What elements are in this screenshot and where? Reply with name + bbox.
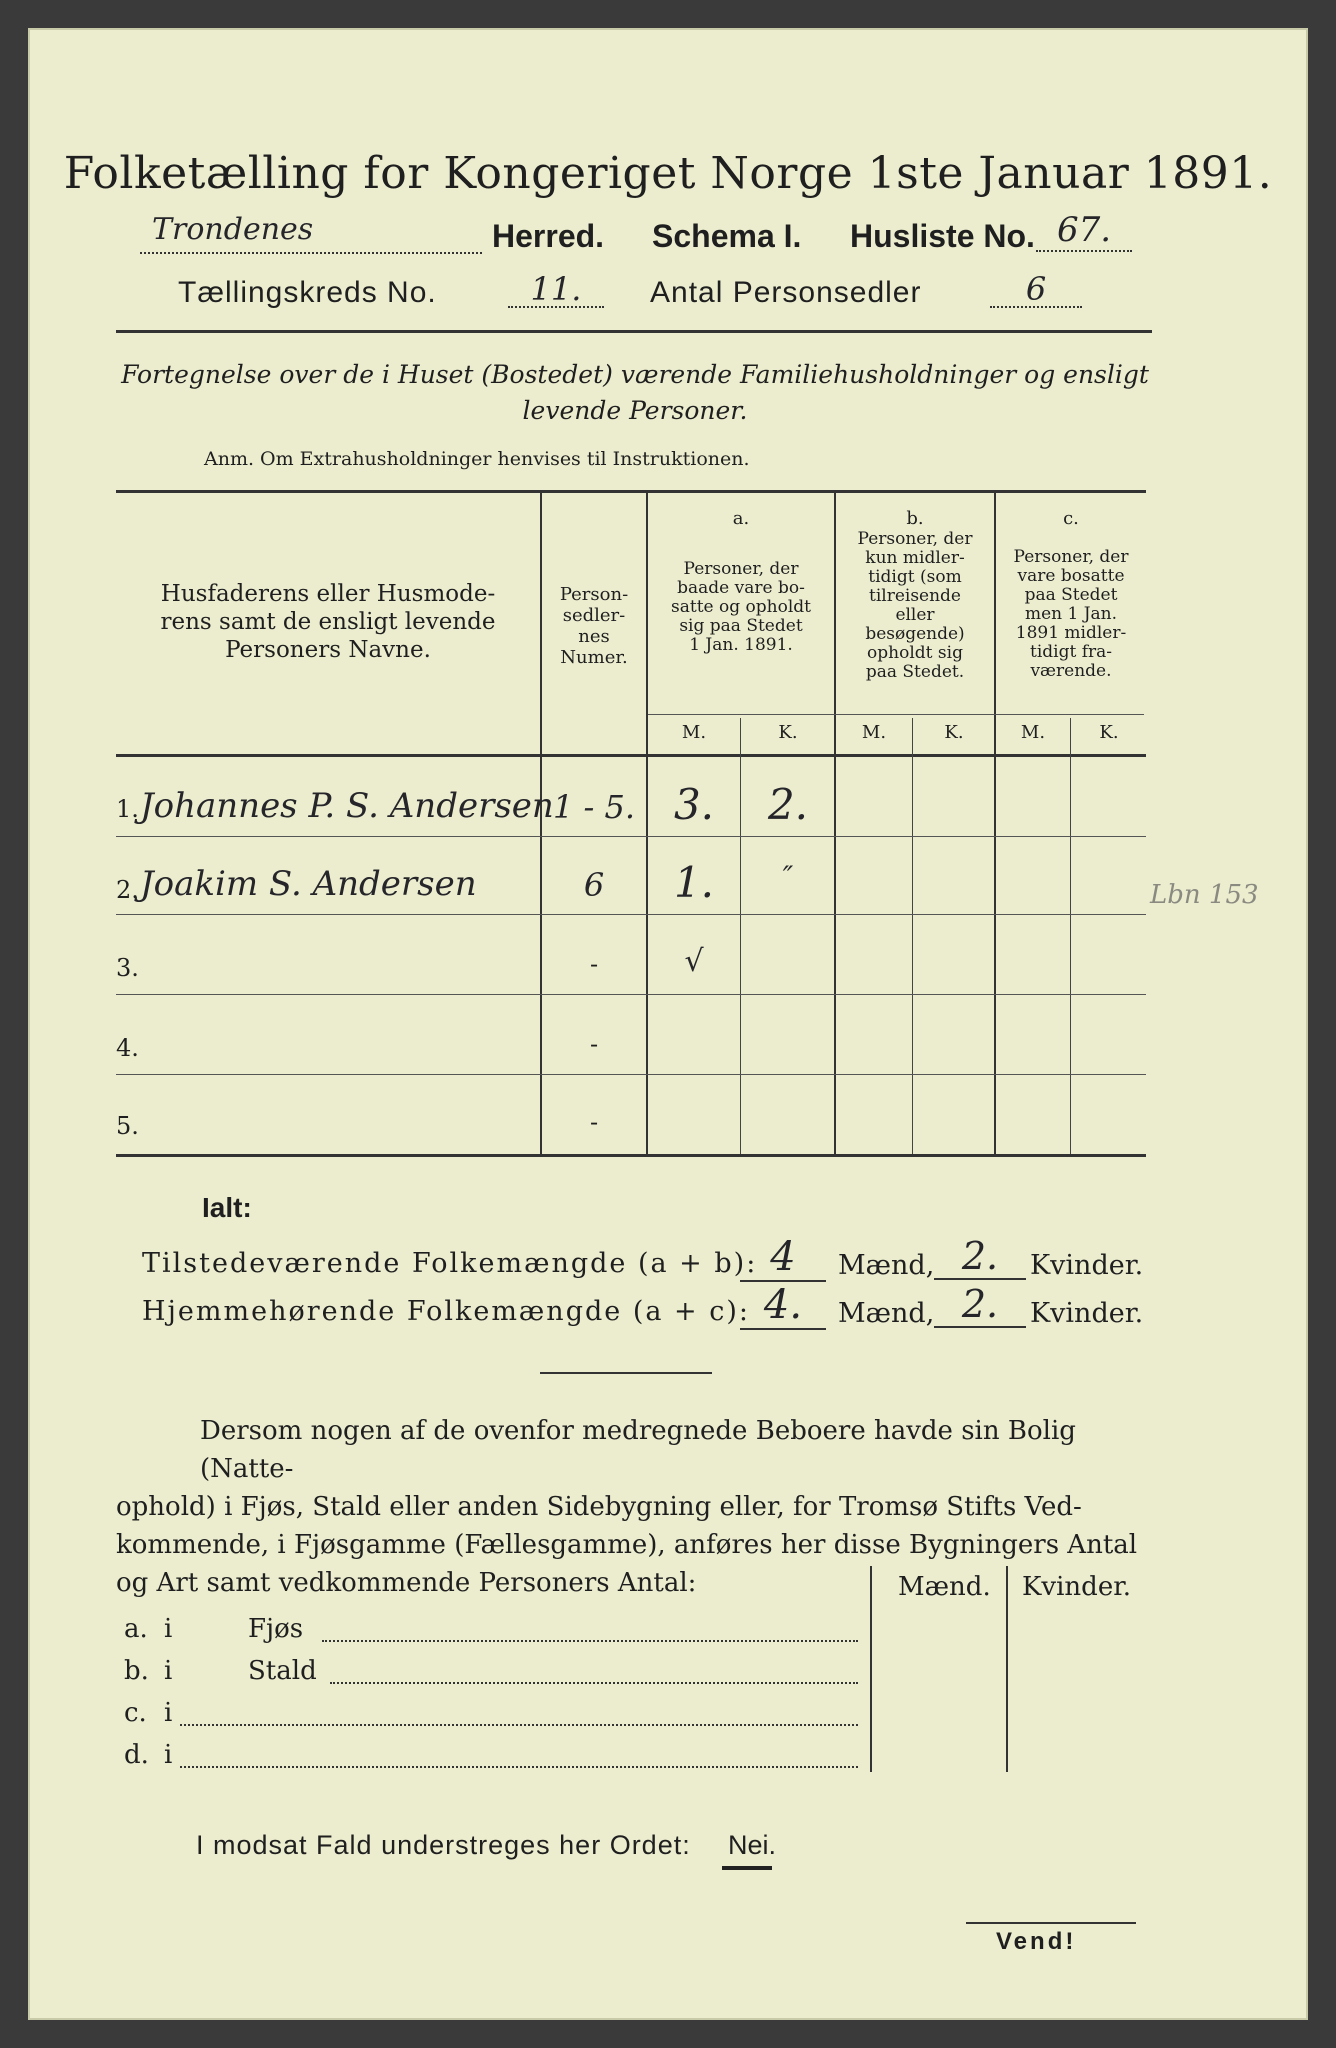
kreds-label: Tællingskreds No. [178,276,437,309]
row-2-name: Joakim S. Andersen [140,864,477,904]
header-divider [116,330,1152,333]
total-resident-men: 4. [740,1282,826,1330]
table-vline-b-mk [912,718,913,1154]
short-divider [540,1372,712,1374]
col-b-m: M. [861,722,887,743]
row-1-num: 1. [116,795,139,823]
nei-underline [722,1866,772,1870]
buildings-vline-1 [870,1566,872,1772]
building-d-dots [180,1746,858,1768]
table-vline-a-mk [740,718,741,1154]
building-b-prep: i [164,1656,173,1686]
personsedler-value: 6 [990,270,1082,308]
row-1-name: Johannes P. S. Andersen [140,786,554,826]
kreds-value: 11. [508,270,604,308]
col-b-letter: b. [906,508,924,529]
intro-line-2: levende Personer. [522,396,748,425]
total-present-label: Tilstedeværende Folkemængde (a + b): [142,1248,758,1279]
col-header-c: Personer, der vare bosatte paa Stedet men 1 Jan. 1891 midler- tidigt fra- værende. [1013,547,1129,681]
row-5-numer: - [589,1108,599,1136]
intro-note: Anm. Om Extrahusholdninger henvises til Instruktionen. [204,448,750,470]
buildings-vline-2 [1006,1566,1008,1772]
col-header-a: Personer, der baade vare bo- satte og opholdt sig paa Stedet 1 Jan. 1891. [671,559,811,655]
schema-label: Schema I. [652,218,802,254]
building-b-dots [330,1662,858,1684]
building-a-label: Fjøs [248,1614,304,1644]
total-present-women: 2. [934,1234,1026,1280]
col-c-k: K. [1099,722,1119,743]
row-sep-4 [116,1074,1146,1075]
husliste-value: 67. [1036,210,1132,252]
building-a-letter: a. [124,1614,148,1644]
col-a-letter: a. [732,508,750,529]
nei-word: Nei. [728,1830,777,1860]
building-b-label: Stald [248,1656,317,1686]
personsedler-label: Antal Personsedler [650,276,922,309]
row-3-numer: - [589,950,599,978]
total-present-men: 4 [740,1234,826,1282]
form-title: Folketælling for Kongeriget Norge 1ste Januar 1891. [63,148,1273,199]
col-header-numer: Person- sedler- nes Numer. [559,584,629,668]
row-sep-1 [116,836,1146,837]
building-c-prep: i [164,1698,173,1728]
row-sep-3 [116,994,1146,995]
intro-line-1: Fortegnelse over de i Huset (Bostedet) værende Familiehusholdninger og ensligt [121,360,1149,389]
building-d-prep: i [164,1740,173,1770]
herred-label: Herred. [492,218,605,254]
husliste-label: Husliste No. [850,218,1035,254]
building-d-letter: d. [124,1740,149,1770]
margin-note: Lbn 153 [1150,880,1259,910]
row-5-num: 5. [116,1112,139,1140]
vend-rule [966,1922,1136,1924]
modsat-text: I modsat Fald understreges her Ordet: [196,1830,691,1860]
row-4-num: 4. [116,1034,139,1062]
building-a-prep: i [164,1614,173,1644]
row-2-numer: 6 [583,866,605,904]
col-c-letter: c. [1063,508,1079,529]
col-a-k: K. [778,722,798,743]
row-1-a-m: 3. [673,780,715,829]
col-b-k: K. [944,722,964,743]
col-a-m: M. [681,722,707,743]
building-a-dots [322,1620,858,1642]
col-header-names: Husfaderens eller Husmode- rens samt de ensligt levende Personers Navne. [160,581,496,663]
row-sep-2 [116,914,1146,915]
row-1-a-k: 2. [767,780,809,829]
total-resident-maend-label: Mænd, [838,1298,935,1329]
buildings-paragraph: Dersom nogen af de ovenfor medregnede Beboere havde sin Bolig (Natte- ophold) i Fjøs, Stald eller anden Sidebygning eller, for Tromsø Stifts Ved- kommende, i Fjøsgamme (Fællesgamme), anføres her disse Bygningers Antal og Art samt vedkommende Personers Antal: [116,1416,1138,1598]
row-2-a-k: ″ [782,860,794,893]
vend-text: Vend! [996,1928,1077,1955]
ialt-label: Ialt: [202,1192,252,1223]
total-resident-label: Hjemmehørende Folkemængde (a + c): [142,1296,750,1327]
table-bottom-rule [116,1154,1146,1157]
table-header-rule [116,754,1146,757]
building-c-dots [180,1704,858,1726]
total-resident-kvinder-label: Kvinder. [1030,1298,1144,1329]
mk-header-rule [648,714,1144,715]
col-c-m: M. [1020,722,1046,743]
herred-value: Trondenes [140,212,482,254]
row-3-a-m: √ [684,944,704,979]
table-top-rule [116,490,1146,493]
buildings-kvinder-header: Kvinder. [1022,1572,1132,1602]
row-4-numer: - [589,1030,599,1058]
building-c-letter: c. [124,1698,147,1728]
building-b-letter: b. [124,1656,149,1686]
row-1-numer: 1 - 5. [552,788,636,826]
total-present-kvinder-label: Kvinder. [1030,1250,1144,1281]
buildings-maend-header: Mænd. [898,1572,991,1602]
row-3-num: 3. [116,954,139,982]
table-vline-c-mk [1070,718,1071,1154]
col-header-b: Personer, der kun midler- tidigt (som tilreisende eller besøgende) opholdt sig paa Stedet. [857,529,973,682]
row-2-a-m: 1. [673,858,715,907]
total-resident-women: 2. [934,1282,1026,1328]
total-present-maend-label: Mænd, [838,1250,935,1281]
row-2-num: 2. [116,876,139,904]
